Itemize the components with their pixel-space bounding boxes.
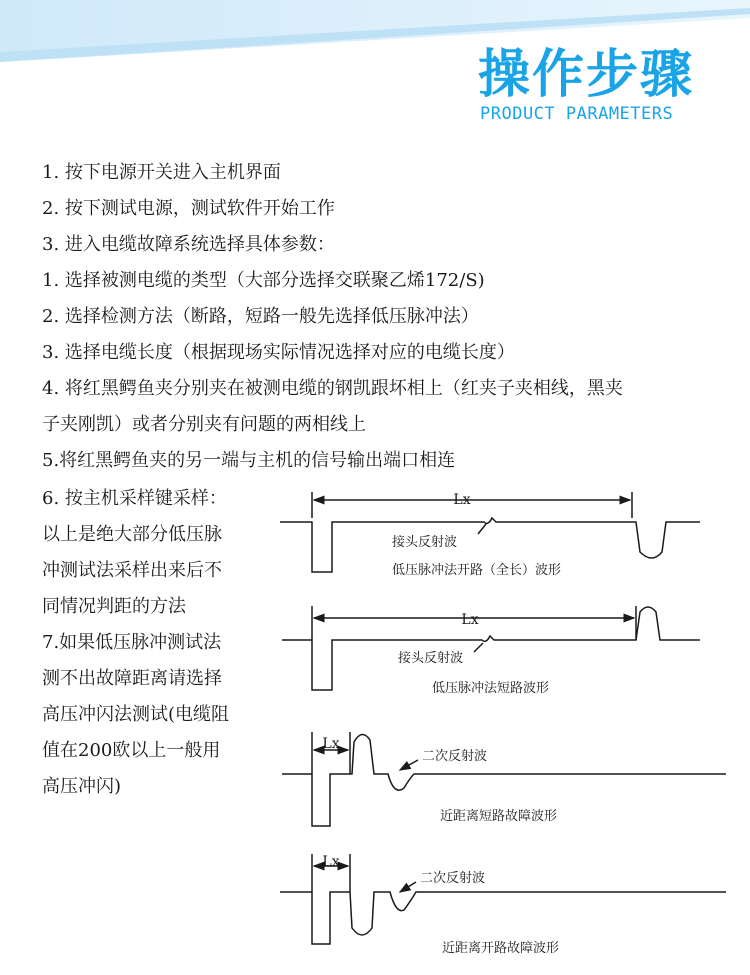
side-note-line: 6. 按主机采样键采样： — [42, 488, 227, 509]
waveform-open-circuit — [280, 492, 700, 572]
side-note-line: 同情况判距的方法 — [42, 596, 186, 617]
side-note-line: 7.如果低压脉冲测试法 — [42, 632, 222, 653]
reflection-pointer — [474, 643, 483, 652]
step-line: 1. 选择被测电缆的类型（大部分选择交联聚乙烯172/S) — [42, 270, 485, 291]
side-note-line: 以上是绝大部分低压脉 — [42, 524, 222, 545]
side-note-line: 高压冲闪) — [42, 776, 122, 797]
side-note-line: 高压冲闪法测试(电缆阻 — [42, 704, 230, 725]
waveform-trace — [280, 892, 726, 944]
step-line: 1. 按下电源开关进入主机界面 — [42, 162, 281, 183]
waveform-trace — [282, 607, 700, 690]
step-line: 5.将红黑鳄鱼夹的另一端与主机的信号输出端口相连 — [42, 450, 456, 471]
side-note-line: 冲测试法采样出来后不 — [42, 560, 222, 581]
lx-label: Lx — [322, 854, 340, 870]
reflection-label: 二次反射波 — [422, 749, 488, 764]
page-subtitle: PRODUCT PARAMETERS — [480, 104, 674, 124]
step-line: 3. 选择电缆长度（根据现场实际情况选择对应的电缆长度） — [42, 342, 515, 363]
side-note-line: 值在200欧以上一般用 — [42, 740, 221, 761]
reflection-label: 二次反射波 — [420, 871, 486, 886]
waveform-caption: 近距离开路故障波形 — [442, 941, 560, 956]
lx-label: Lx — [453, 492, 471, 508]
waveform-short-circuit — [282, 606, 700, 690]
page-title: 操作步骤 — [478, 45, 695, 105]
reflection-label: 接头反射波 — [392, 535, 458, 550]
step-line: 2. 选择检测方法（断路，短路一般先选择低压脉冲法） — [42, 306, 479, 327]
step-line: 3. 进入电缆故障系统选择具体参数： — [42, 234, 335, 255]
waveform-diagrams — [270, 478, 740, 968]
step-line: 4. 将红黑鳄鱼夹分别夹在被测电缆的钢凯跟坏相上（红夹子夹相线，黑夹 — [42, 378, 623, 399]
reflection-pointer — [478, 524, 486, 534]
lx-label: Lx — [461, 612, 479, 628]
side-note-line: 测不出故障距离请选择 — [42, 668, 222, 689]
waveform-caption: 低压脉冲法开路（全长）波形 — [392, 563, 562, 578]
reflection-pointer — [400, 760, 418, 770]
waveform-caption: 低压脉冲法短路波形 — [432, 681, 550, 696]
reflection-pointer — [400, 882, 416, 892]
lx-label: Lx — [322, 736, 340, 752]
waveform-caption: 近距离短路故障波形 — [440, 809, 558, 824]
waveform-near-open — [280, 854, 726, 944]
reflection-label: 接头反射波 — [398, 651, 464, 666]
step-line: 子夹刚凯）或者分别夹有问题的两相线上 — [42, 414, 366, 435]
step-line: 2. 按下测试电源，测试软件开始工作 — [42, 198, 335, 219]
